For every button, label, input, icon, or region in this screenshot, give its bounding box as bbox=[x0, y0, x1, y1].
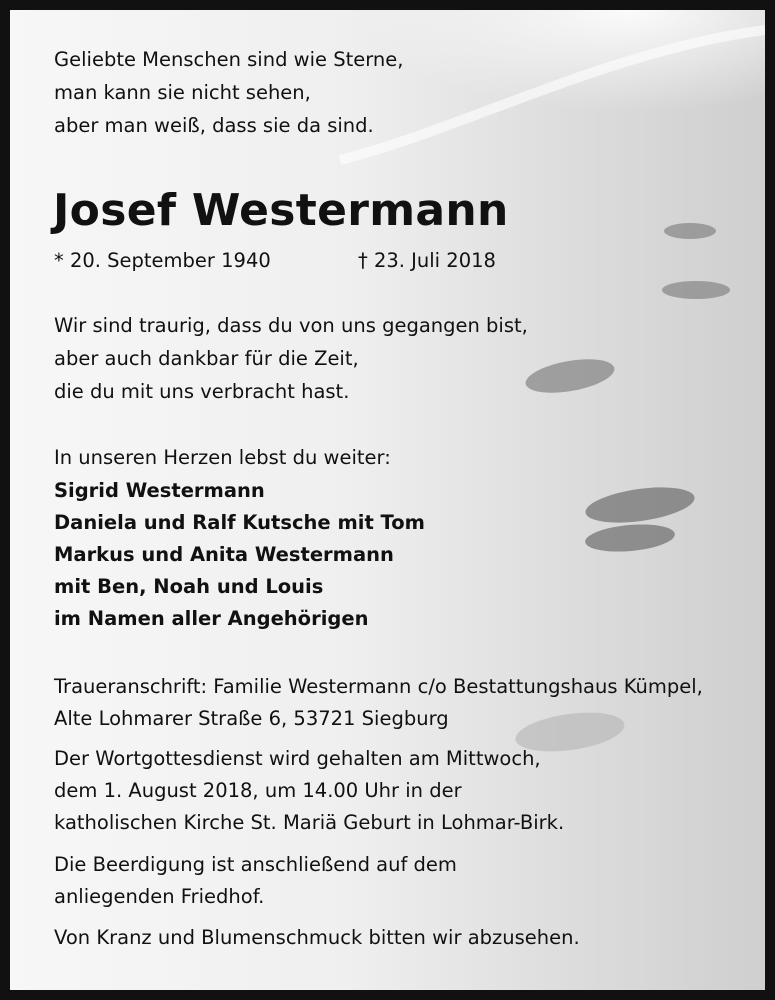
message-line-1: Wir sind traurig, dass du von uns gegangen bist, bbox=[54, 314, 528, 337]
family-member-2: Daniela und Ralf Kutsche mit Tom bbox=[54, 511, 425, 534]
family-member-3: Markus und Anita Westermann bbox=[54, 543, 394, 566]
service-line-3: katholischen Kirche St. Mariä Geburt in Lohmar-Birk. bbox=[54, 811, 565, 834]
burial-line-2: anliegenden Friedhof. bbox=[54, 885, 265, 908]
message-line-2: aber auch dankbar für die Zeit, bbox=[54, 347, 359, 370]
burial-line-1: Die Beerdigung ist anschließend auf dem bbox=[54, 853, 457, 876]
service-line-1: Der Wortgottesdienst wird gehalten am Mittwoch, bbox=[54, 747, 541, 770]
message-line-3: die du mit uns verbracht hast. bbox=[54, 380, 350, 403]
family-intro: In unseren Herzen lebst du weiter: bbox=[54, 446, 391, 469]
birth-date: * 20. September 1940 bbox=[54, 249, 271, 272]
deceased-name: Josef Westermann bbox=[53, 185, 509, 236]
address-line-1: Traueranschrift: Familie Westermann c/o Bestattungshaus Kümpel, bbox=[54, 675, 703, 698]
motto-line-2: man kann sie nicht sehen, bbox=[54, 81, 311, 104]
motto-line-1: Geliebte Menschen sind wie Sterne, bbox=[54, 48, 404, 71]
family-member-5: im Namen aller Angehörigen bbox=[54, 607, 369, 630]
motto-line-3: aber man weiß, dass sie da sind. bbox=[54, 114, 374, 137]
family-member-4: mit Ben, Noah und Louis bbox=[54, 575, 324, 598]
address-line-2: Alte Lohmarer Straße 6, 53721 Siegburg bbox=[54, 707, 449, 730]
family-member-1: Sigrid Westermann bbox=[54, 479, 265, 502]
closing-line: Von Kranz und Blumenschmuck bitten wir abzusehen. bbox=[54, 926, 580, 949]
death-date: † 23. Juli 2018 bbox=[358, 249, 496, 272]
service-line-2: dem 1. August 2018, um 14.00 Uhr in der bbox=[54, 779, 462, 802]
